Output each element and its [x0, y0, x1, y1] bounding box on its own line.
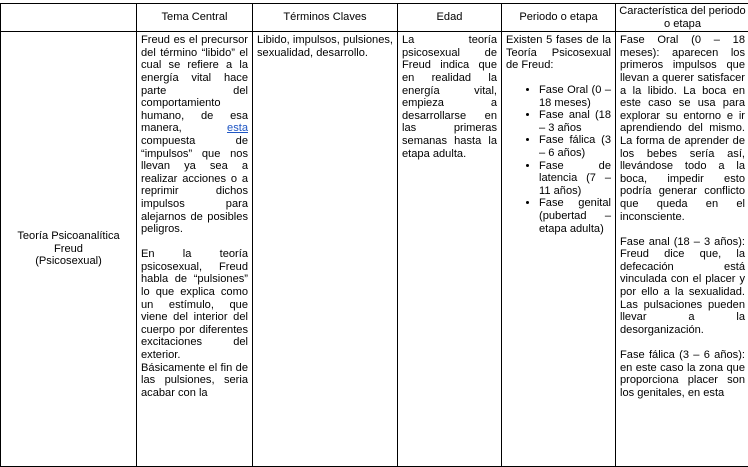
header-edad: Edad: [398, 4, 502, 32]
header-tema-central: Tema Central: [137, 4, 253, 32]
table-row: [1, 32, 748, 467]
row-label-line: (Psicosexual): [7, 255, 130, 268]
row-label-cell: [1, 32, 137, 467]
row-label-line: Teoría Psicoanalítica: [7, 230, 130, 243]
terminos-claves-cell: [253, 32, 398, 467]
periodo-intro: Existen 5 fases de la Teoría Psicosexual de Freud:: [506, 34, 611, 72]
list-item: • Fase de latencia (7 – 11 años): [539, 160, 611, 198]
header-row: [1, 4, 748, 32]
header-caracteristica: Característica del periodo o etapa: [616, 4, 748, 32]
fases-list: [506, 84, 611, 235]
edad-text: La teoría psicosexual de Freud indica que en realidad la energía vital, empieza a desarrollarse en las primeras semanas hasta la etapa adulta.: [402, 34, 497, 160]
esta-link[interactable]: esta: [227, 122, 248, 134]
periodo-cell: [502, 32, 616, 467]
row-label-line: Freud: [7, 243, 130, 256]
list-item: • Fase fálica (3 – 6 años): [539, 134, 611, 159]
terminos-claves-text: Libido, impulsos, pulsiones, sexualidad, desarrollo.: [257, 34, 393, 59]
tema-central-paragraph: Básicamente el fin de las pulsiones, seria acabar con la: [141, 362, 248, 400]
caracteristica-paragraph: Fase fálica (3 – 6 años): en este caso la zona que proporciona placer son los genitales, en esta: [620, 349, 745, 399]
tema-central-text: compuesta de “impulsos” que nos llevan ya sea a realizar acciones o a reprimir dichos impulsos para alejarnos de posibles peligros.: [141, 135, 248, 235]
tema-central-cell: [137, 32, 253, 467]
edad-cell: [398, 32, 502, 467]
header-terminos-claves: Términos Claves: [253, 4, 398, 32]
caracteristica-cell: [616, 32, 748, 467]
list-item: • Fase genital (pubertad – etapa adulta): [539, 197, 611, 235]
list-item: • Fase Oral (0 – 18 meses): [539, 84, 611, 109]
empty-corner-cell: [1, 4, 137, 32]
caracteristica-paragraph: Fase Oral (0 – 18 meses): aparecen los primeros impulsos que llevan a querer satisfacer a la libido. La boca en este caso se usa para explorar su entorno e ir aprendiendo del mismo. La forma de aprender de los bebes sería así, llevándose todo a la boca, impedir esto podría generar conflicto que queda en el inconsciente.: [620, 34, 745, 223]
caracteristica-paragraph: Fase anal (18 – 3 años): Freud dice que, la defecación está vinculada con el placer y por ello a la sexualidad. Las pulsaciones pueden llevar a la desorganización.: [620, 236, 745, 337]
freud-theory-table: [0, 3, 748, 467]
tema-central-text: Freud es el precursor del término “libido” el cual se refiere a la energía vital hace parte del comportamiento humano, de esa manera,: [141, 34, 248, 134]
tema-central-paragraph: [141, 34, 248, 236]
list-item: • Fase anal (18 – 3 años: [539, 109, 611, 134]
tema-central-paragraph: En la teoría psicosexual, Freud habla de “pulsiones” lo que explica como un estímulo, que viene del interior del cuerpo por diferentes excitaciones del exterior.: [141, 248, 248, 361]
header-periodo-etapa: Periodo o etapa: [502, 4, 616, 32]
